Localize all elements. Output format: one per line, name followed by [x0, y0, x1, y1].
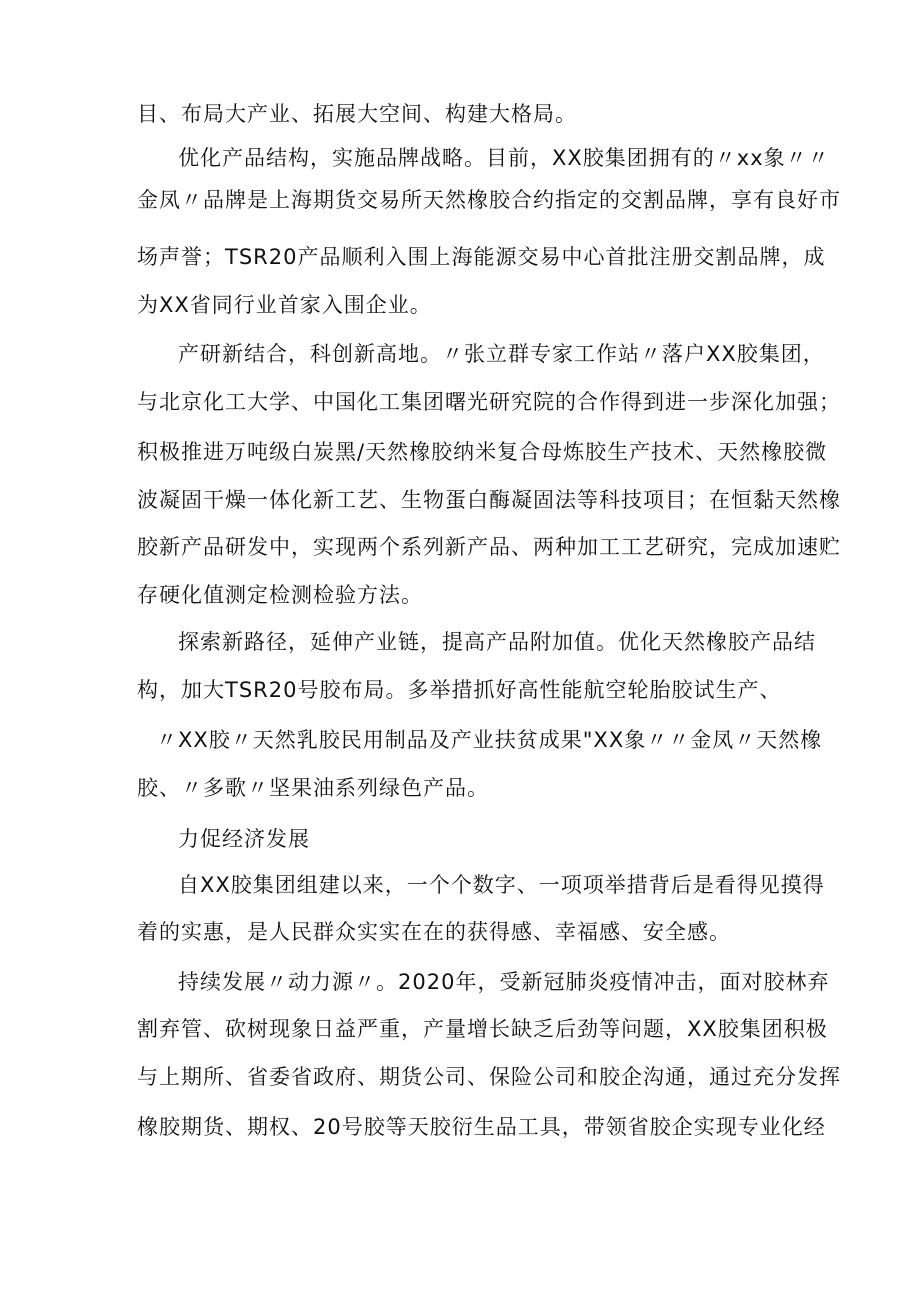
text-line: 优化产品结构，实施品牌战略。目前，XX胶集团拥有的〃xx象〃〃	[178, 146, 830, 170]
text-line: 波凝固干燥一体化新工艺、生物蛋白酶凝固法等科技项目；在恒黏天然橡	[137, 488, 841, 512]
text-line: 与上期所、省委省政府、期货公司、保险公司和胶企沟通，通过充分发挥	[137, 1065, 841, 1089]
text-line: 为XX省同行业首家入围企业。	[137, 293, 432, 317]
text-line: 与北京化工大学、中国化工集团曙光研究院的合作得到进一步深化加强；	[137, 390, 841, 414]
text-line: 胶新产品研发中，实现两个系列新产品、两种加工工艺研究，完成加速贮	[137, 535, 841, 559]
text-line: 割弃管、砍树现象日益严重，产量增长缺乏后劲等问题，XX胶集团积极	[137, 1017, 828, 1041]
section-heading: 力促经济发展	[178, 827, 310, 851]
text-line: 探索新路径，延伸产业链，提高产品附加值。优化天然橡胶产品结	[178, 630, 816, 654]
text-line: 构，加大TSR20号胶布局。多举措抓好高性能航空轮胎胶试生产、	[137, 678, 782, 702]
text-line: 产研新结合，科创新高地。〃张立群专家工作站〃落户XX胶集团，	[178, 342, 825, 366]
text-line: 存硬化值测定检测检验方法。	[137, 583, 423, 607]
text-line: 持续发展〃动力源〃。2020年，受新冠肺炎疫情冲击，面对胶林弃	[178, 970, 830, 994]
text-line: 着的实惠，是人民群众实实在在的获得感、幸福感、安全感。	[137, 920, 731, 944]
text-line: 橡胶期货、期权、20号胶等天胶衍生品工具，带领省胶企实现专业化经	[137, 1115, 826, 1139]
text-line: 场声誉；TSR20产品顺利入围上海能源交易中心首批注册交割品牌，成	[137, 245, 826, 269]
text-line: 胶、〃多歌〃坚果油系列绿色产品。	[137, 776, 489, 800]
text-line: 积极推进万吨级白炭黑/天然橡胶纳米复合母炼胶生产技术、天然橡胶微	[137, 440, 828, 464]
text-line: 目、布局大产业、拓展大空间、构建大格局。	[137, 102, 577, 126]
text-line: 金凤〃品牌是上海期货交易所天然橡胶合约指定的交割品牌，享有良好市	[137, 188, 841, 212]
text-line: 自XX胶集团组建以来，一个个数字、一项项举措背后是看得见摸得	[178, 873, 825, 897]
text-line: 〃XX胶〃天然乳胶民用制品及产业扶贫成果"XX象〃〃金凤〃天然橡	[156, 728, 823, 752]
